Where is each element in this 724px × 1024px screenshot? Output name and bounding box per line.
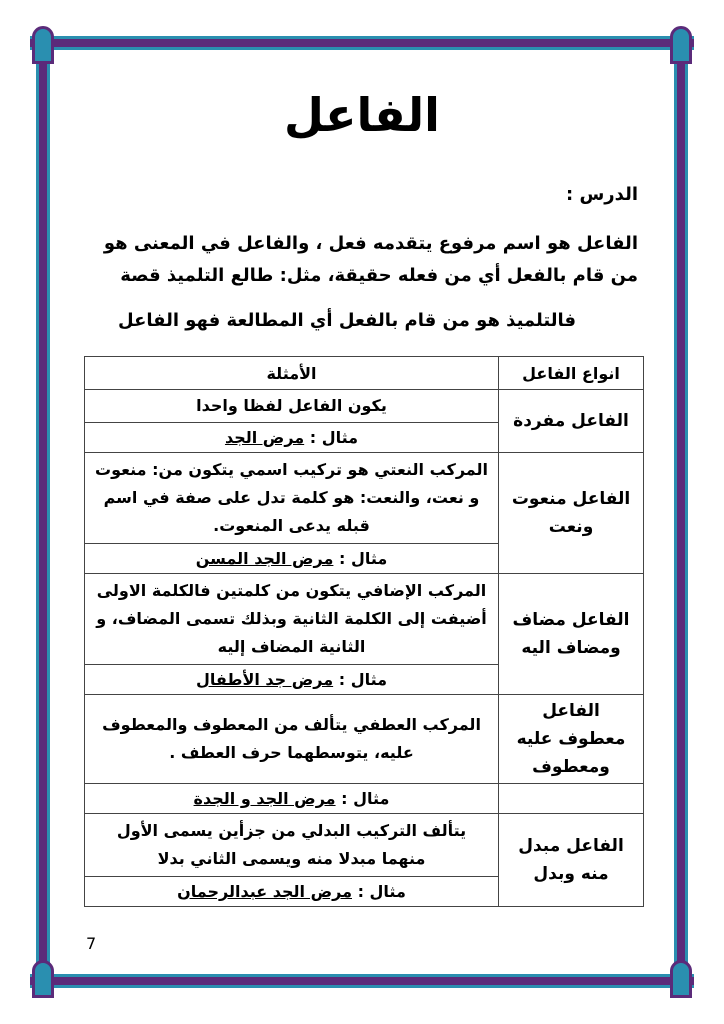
example-sentence: فالتلميذ هو من قام بالفعل أي المطالعة فهو الفاعل [118,310,576,331]
page-frame-top [30,36,694,50]
example-prefix: مثال : [309,428,359,447]
example-value: مرض الجد و الجدة [193,789,336,808]
rule-description: يكون الفاعل لفظا واحدا [85,390,499,423]
table-row [85,453,644,544]
rule-description: المركب النعتي هو تركيب اسمي يتكون من: منعوت و نعت، والنعت: هو كلمة تدل على صفة في اسم قبله يدعى المنعوت. [85,453,499,544]
example-value: مرض الجد [224,428,305,447]
table-row [85,390,644,423]
subject-type-cell: الفاعل منعوت ونعت [499,453,644,574]
page-title: الفاعل [284,88,440,142]
example-prefix: مثال : [338,670,388,689]
rule-description: المركب الإضافي يتكون من كلمتين فالكلمة الاولى أضيفت إلى الكلمة الثانية وبذلك تسمى المضاف، و الثانية المضاف إليه [85,574,499,665]
subject-type-cell: الفاعل مفردة [499,390,644,453]
example-cell [85,544,499,574]
frame-corner-ornament [670,26,692,64]
table-header-row [85,357,644,390]
frame-corner-ornament [32,26,54,64]
frame-corner-ornament [670,960,692,998]
page-number: 7 [86,934,97,953]
subject-type-cell: الفاعل معطوف عليه ومعطوف [499,695,644,784]
table-row [85,695,644,784]
example-cell [85,784,499,814]
example-cell [85,665,499,695]
example-value: مرض جد الأطفال [195,670,334,689]
example-cell [85,423,499,453]
rule-description: المركب العطفي يتألف من المعطوف والمعطوف عليه، يتوسطهما حرف العطف . [85,695,499,784]
example-value: مرض الجد المسن [195,549,334,568]
table-row [85,814,644,877]
subject-type-cell: الفاعل مبدل منه وبدل [499,814,644,907]
page-frame-bottom [30,974,694,988]
header-examples: الأمثلة [85,357,499,390]
subject-types-table [84,356,644,907]
header-types: انواع الفاعل [499,357,644,390]
definition-paragraph: الفاعل هو اسم مرفوع يتقدمه فعل ، والفاعل في المعنى هو من قام بالفعل أي من فعله حقيقة، مثل: طالع التلميذ قصة [103,233,638,286]
table-row [85,784,644,814]
example-prefix: مثال : [338,549,388,568]
page-frame-right [674,30,688,994]
example-prefix: مثال : [357,882,406,901]
empty-cell [499,784,644,814]
subject-type-cell: الفاعل مضاف ومضاف اليه [499,574,644,695]
rule-description: يتألف التركيب البدلي من جزأين يسمى الأول منهما مبدلا منه ويسمى الثاني بدلا [85,814,499,877]
lesson-label: الدرس : [566,184,638,205]
frame-corner-ornament [32,960,54,998]
table-row [85,574,644,665]
example-prefix: مثال : [341,789,390,808]
example-value: مرض الجد عبدالرحمان [177,882,352,901]
example-cell [85,877,499,907]
page-frame-left [36,30,50,994]
